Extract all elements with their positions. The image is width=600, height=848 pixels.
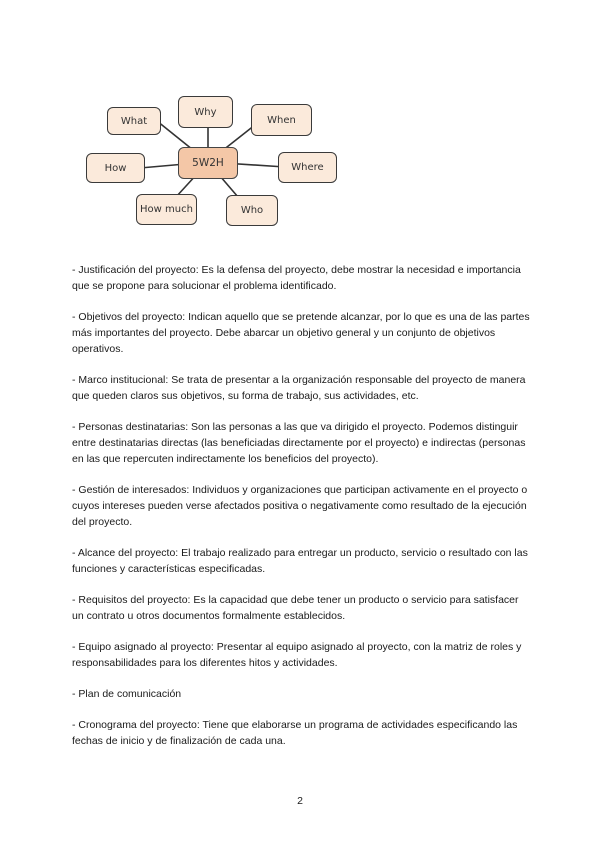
node-center-5w2h: 5W2H (178, 147, 238, 179)
node-what: What (107, 107, 161, 135)
paragraph-alcance: - Alcance del proyecto: El trabajo realizado para entregar un producto, servicio o resultado con las funciones y características especificadas. (72, 547, 528, 575)
paragraph-personas-destinatarias: - Personas destinatarias: Son las personas a las que va dirigido el proyecto. Podemos distinguir entre destinatarias directas (las beneficiadas directamente por el proyecto) e indirectas (personas en las que repercuten indirectamente los beneficios del proyecto). (72, 421, 526, 465)
node-when: When (251, 104, 312, 136)
paragraph-equipo: - Equipo asignado al proyecto: Presentar al equipo asignado al proyecto, con la matriz de roles y responsabilidades para los diferentes hitos y actividades. (72, 641, 522, 669)
node-where: Where (278, 152, 337, 183)
node-who: Who (226, 195, 278, 226)
5w2h-diagram (80, 90, 340, 235)
node-how-much: How much (136, 194, 197, 225)
paragraph-gestion-interesados: - Gestión de interesados: Individuos y organizaciones que participan activamente en el proyecto o cuyos intereses pueden verse afectados positiva o negativamente como resultado de la ejecución del proyecto. (72, 484, 528, 528)
paragraph-marco-institucional: - Marco institucional: Se trata de presentar a la organización responsable del proyecto de manera que queden claros sus objetivos, su forma de trabajo, sus actividades, etc. (72, 374, 526, 402)
node-why: Why (178, 96, 233, 128)
paragraph-plan-comunicacion: - Plan de comunicación (72, 688, 182, 700)
paragraph-cronograma: - Cronograma del proyecto: Tiene que elaborarse un programa de actividades especificando las fechas de inicio y de finalización de cada una. (72, 719, 518, 747)
document-body (72, 262, 532, 764)
paragraph-requisitos: - Requisitos del proyecto: Es la capacidad que debe tener un producto o servicio para satisfacer un contrato u otros documentos formalmente establecidos. (72, 594, 519, 622)
node-how: How (86, 153, 145, 183)
paragraph-objetivos: - Objetivos del proyecto: Indican aquello que se pretende alcanzar, por lo que es una de las partes más importantes del proyecto. Debe abarcar un objetivo general y un conjunto de objetivos operativos. (72, 311, 530, 355)
paragraph-justificacion: - Justificación del proyecto: Es la defensa del proyecto, debe mostrar la necesidad e importancia que se propone para solucionar el problema identificado. (72, 264, 521, 292)
page-number: 2 (297, 795, 303, 807)
